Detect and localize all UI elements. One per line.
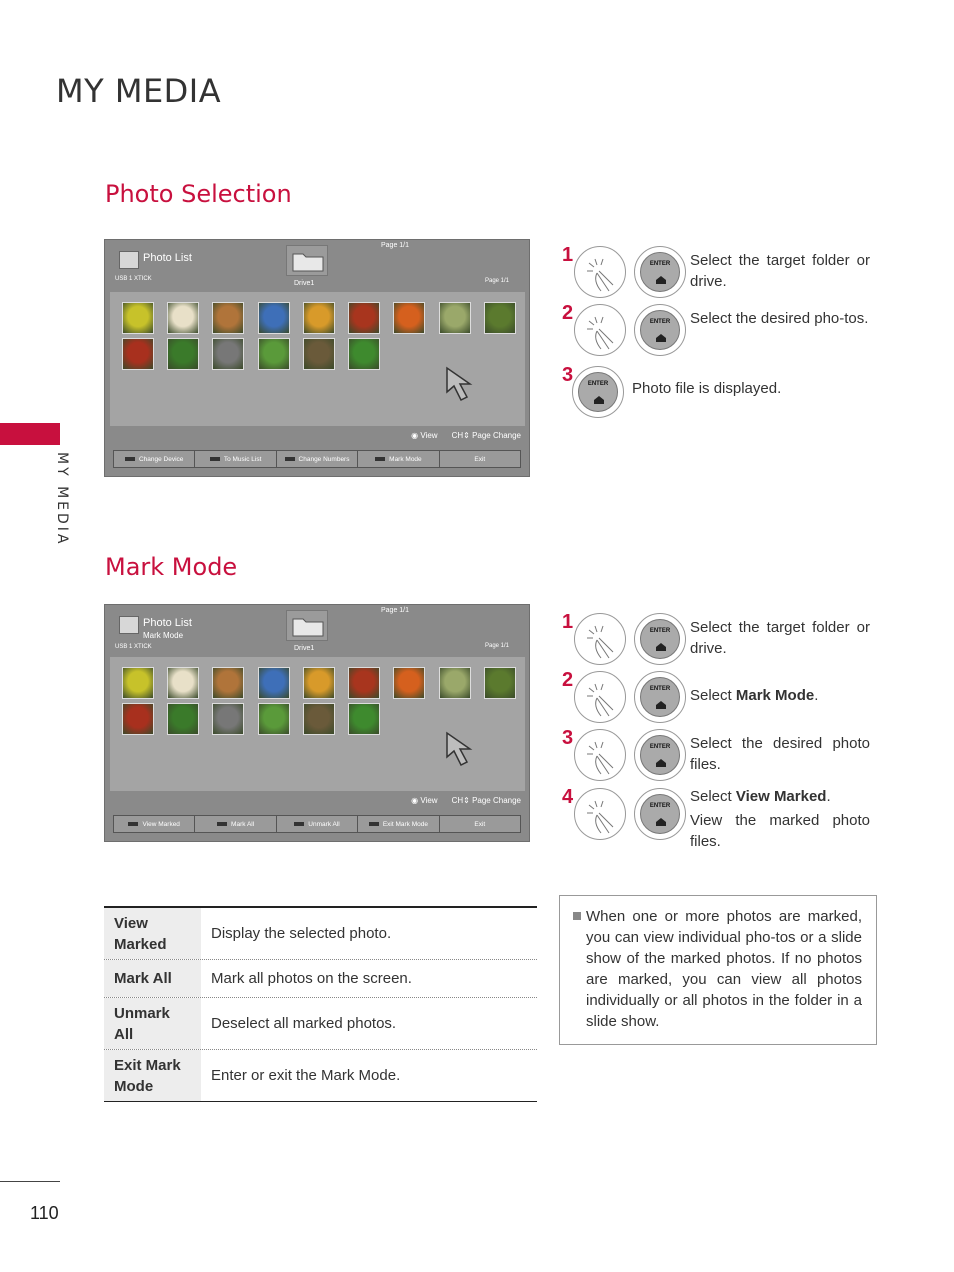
page-indicator-right: Page 1/1 (485, 278, 510, 284)
mm-step-4 (562, 786, 882, 856)
home-icon (655, 642, 667, 652)
button-bar (113, 815, 521, 833)
photo-thumbnail[interactable] (258, 338, 290, 370)
note-text: When one or more photos are marked, you can view individual pho-tos or a slide show of the marked photos. If no photos are marked, you can view all photos individually or all photos in the folder in a slide show. (586, 908, 862, 1030)
table-row (104, 1050, 537, 1102)
exit-mark-mode-button[interactable]: Exit Mark Mode (358, 816, 439, 832)
page-indicator: Page 1/1 (381, 607, 410, 614)
page-indicator: Page 1/1 (381, 242, 410, 249)
exit-button[interactable]: Exit (474, 455, 486, 463)
note-box (559, 895, 877, 1045)
mark-mode-screen (104, 604, 530, 842)
table-key: Unmark All (104, 998, 201, 1049)
photo-thumbnail[interactable] (122, 667, 154, 699)
mm-step-2 (562, 669, 882, 725)
photo-thumbnail[interactable] (348, 667, 380, 699)
view-hints (411, 431, 521, 440)
hand-press-icon (574, 246, 626, 298)
table-value: Enter or exit the Mark Mode. (211, 1067, 401, 1084)
home-icon (655, 333, 667, 343)
photo-thumbnail[interactable] (393, 667, 425, 699)
enter-button-icon: ENTER (634, 613, 686, 665)
step-text: Select View Marked. View the marked photo files. (690, 788, 870, 850)
cursor-icon (445, 731, 481, 771)
photo-thumbnail[interactable] (212, 667, 244, 699)
photo-thumbnail[interactable] (167, 338, 199, 370)
view-hint: ◉ View (411, 431, 438, 440)
mm-step-1 (562, 611, 882, 667)
step-number: 1 (562, 611, 574, 633)
exit-button[interactable]: Exit (474, 820, 486, 828)
table-row (104, 908, 537, 960)
screen-subtitle: Mark Mode (143, 631, 184, 640)
hand-press-icon (574, 729, 626, 781)
hand-press-icon (574, 788, 626, 840)
page-rule (0, 1181, 60, 1182)
change-numbers-button[interactable]: Change Numbers (277, 451, 358, 467)
photo-thumbnail[interactable] (303, 667, 335, 699)
enter-button-icon: ENTER (634, 788, 686, 840)
photo-thumbnail[interactable] (258, 703, 290, 735)
bullet-square-icon (573, 912, 581, 920)
side-tab (0, 423, 60, 445)
photo-list-icon (119, 251, 139, 269)
screen-title: Photo List (143, 617, 192, 629)
table-key: Exit Mark Mode (104, 1050, 201, 1101)
photo-thumbnail[interactable] (303, 703, 335, 735)
table-row (104, 998, 537, 1050)
drive-label: Drive1 (294, 280, 315, 287)
table-row (104, 960, 537, 998)
step-text: Select the target folder or drive. (690, 252, 870, 290)
hand-press-icon (574, 671, 626, 723)
photo-thumbnail[interactable] (439, 302, 471, 334)
photo-thumbnail[interactable] (122, 703, 154, 735)
step-number: 4 (562, 786, 574, 808)
photo-thumbnail[interactable] (258, 302, 290, 334)
photo-list-screen (104, 239, 530, 477)
photo-thumbnail[interactable] (212, 703, 244, 735)
step-text: Select the target folder or drive. (690, 619, 870, 657)
step-number: 2 (562, 302, 574, 324)
table-key: Mark All (104, 960, 201, 997)
home-icon (655, 817, 667, 827)
enter-button-icon: ENTER (634, 246, 686, 298)
enter-button-icon: ENTER (634, 304, 686, 356)
photo-thumbnail[interactable] (439, 667, 471, 699)
view-marked-button[interactable]: View Marked (114, 816, 195, 832)
photo-thumbnail[interactable] (303, 338, 335, 370)
page-title: MY MEDIA (56, 72, 222, 110)
hand-press-icon (574, 304, 626, 356)
change-device-button[interactable]: Change Device (114, 451, 195, 467)
step-text: Select the desired pho-tos. (690, 310, 869, 327)
button-bar (113, 450, 521, 468)
usb-label: USB 1 XTICK (115, 276, 152, 282)
step-text: Select the desired photo files. (690, 735, 870, 773)
side-label: MY MEDIA (54, 452, 70, 547)
home-icon (655, 758, 667, 768)
step-text: Select Mark Mode. (690, 687, 819, 704)
table-value: Deselect all marked photos. (211, 1015, 397, 1032)
drive-label: Drive1 (294, 645, 315, 652)
photo-thumbnail[interactable] (122, 302, 154, 334)
photo-thumbnail[interactable] (348, 338, 380, 370)
photo-thumbnail[interactable] (212, 338, 244, 370)
mark-all-button[interactable]: Mark All (195, 816, 276, 832)
page-number: 110 (30, 1203, 59, 1223)
to-music-list-button[interactable]: To Music List (195, 451, 276, 467)
home-icon (593, 395, 605, 405)
home-icon (655, 700, 667, 710)
enter-button-icon: ENTER (572, 366, 624, 418)
photo-list-icon (119, 616, 139, 634)
mark-mode-button[interactable]: Mark Mode (358, 451, 439, 467)
photo-thumbnail[interactable] (258, 667, 290, 699)
screen-title: Photo List (143, 252, 192, 264)
ps-step-3 (562, 364, 882, 420)
step-number: 2 (562, 669, 574, 691)
photo-thumbnail[interactable] (348, 302, 380, 334)
enter-button-icon: ENTER (634, 729, 686, 781)
step-text: Photo file is displayed. (632, 380, 782, 397)
photo-thumbnail[interactable] (303, 302, 335, 334)
view-hints (411, 796, 521, 805)
photo-thumbnail[interactable] (212, 302, 244, 334)
page-change-hint: CH⇕ Page Change (451, 796, 521, 805)
enter-button-icon: ENTER (634, 671, 686, 723)
photo-thumbnail[interactable] (348, 703, 380, 735)
table-value: Mark all photos on the screen. (211, 970, 412, 987)
ps-step-2 (562, 302, 882, 358)
photo-thumbnail[interactable] (167, 703, 199, 735)
photo-thumbnail[interactable] (393, 302, 425, 334)
photo-thumbnail[interactable] (484, 667, 516, 699)
photo-thumbnail[interactable] (167, 667, 199, 699)
home-icon (655, 275, 667, 285)
photo-selection-title: Photo Selection (105, 180, 292, 208)
unmark-all-button[interactable]: Unmark All (277, 816, 358, 832)
table-value: Display the selected photo. (211, 925, 392, 942)
view-hint: ◉ View (411, 796, 438, 805)
photo-thumbnail[interactable] (167, 302, 199, 334)
ps-step-1 (562, 244, 882, 300)
mark-mode-title: Mark Mode (105, 553, 238, 581)
step-number: 1 (562, 244, 574, 266)
table-key: View Marked (104, 908, 201, 959)
usb-label: USB 1 XTICK (115, 644, 152, 650)
folder-icon[interactable] (286, 610, 328, 641)
page-change-hint: CH⇕ Page Change (451, 431, 521, 440)
hand-press-icon (574, 613, 626, 665)
page-indicator-right: Page 1/1 (485, 643, 510, 649)
step-number: 3 (562, 727, 574, 749)
cursor-icon (445, 366, 481, 406)
folder-icon[interactable] (286, 245, 328, 276)
step-number: 3 (562, 364, 574, 386)
step-extra-text: View the marked photo files. (690, 812, 870, 850)
photo-thumbnail[interactable] (484, 302, 516, 334)
button-description-table (104, 906, 537, 1102)
mm-step-3 (562, 727, 882, 783)
photo-thumbnail[interactable] (122, 338, 154, 370)
